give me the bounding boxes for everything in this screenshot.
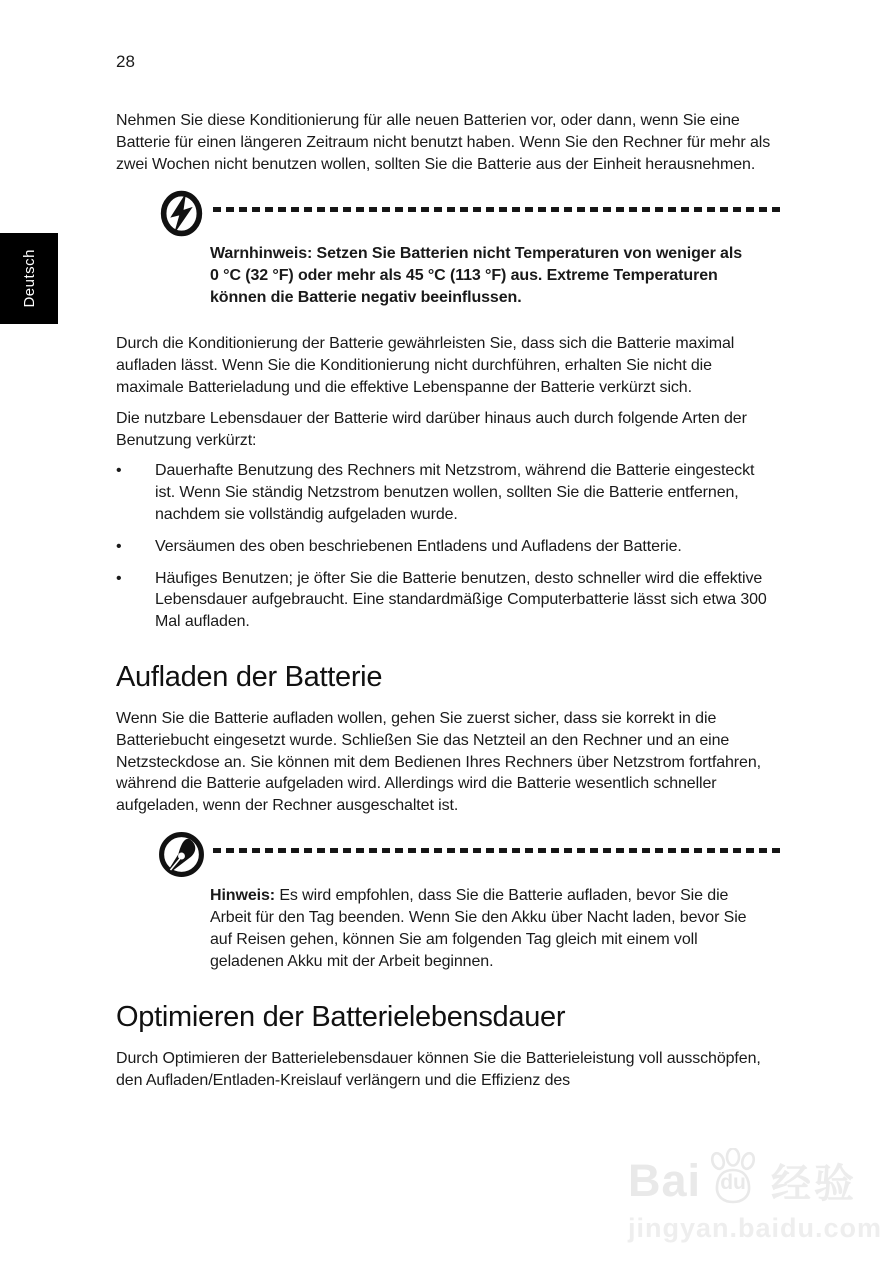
charging-paragraph: Wenn Sie die Batterie aufladen wollen, gehen Sie zuerst sicher, dass sie korrekt in die Batteriebucht eingesetzt wurde. Schließen Sie das Netzteil an den Rechner und an eine Netzsteckdose an. Sie können mit dem Bedienen Ihres Rechners über Netzstrom fortfahren, während die Batterie aufgeladen wird. Allerdings wird die Batterie wesentlich schneller aufgeladen, wenn der Rechner ausgeschaltet ist. — [116, 709, 761, 815]
warning-callout — [116, 188, 782, 309]
note-text — [210, 885, 768, 973]
section-heading-optimieren: Optimieren der Batterielebensdauer — [116, 1000, 566, 1033]
note-body: Es wird empfohlen, dass Sie die Batterie aufladen, bevor Sie die Arbeit für den Tag beenden. Wenn Sie den Akku über Nacht laden, bevor Sie auf Reisen gehen, können Sie am folgenden Tag gleich mit einem voll geladenen Akku mit der Arbeit beginnen. — [210, 886, 747, 970]
section-heading-aufladen: Aufladen der Batterie — [116, 660, 383, 693]
note-label: Hinweis: — [210, 886, 275, 904]
language-tab-deutsch — [0, 233, 58, 324]
bullet-item — [116, 568, 782, 633]
bullet-icon: • — [116, 537, 122, 555]
intro-paragraph: Nehmen Sie diese Konditionierung für alle neuen Batterien vor, oder dann, wenn Sie eine Batterie für einen längeren Zeitraum nicht benutzt haben. Wenn Sie den Rechner für mehr als zwei Wochen nicht benutzen wollen, sollten Sie die Batterie aus der Einheit herausnehmen. — [116, 112, 771, 173]
note-callout-header — [157, 830, 782, 880]
baidu-logo-text: Bai — [628, 1154, 702, 1206]
warning-lightning-icon — [157, 189, 206, 238]
bullet-item-text: Versäumen des oben beschriebenen Entladens und Aufladens der Batterie. — [155, 537, 682, 555]
bullet-item-text: Häufiges Benutzen; je öfter Sie die Batterie benutzen, desto schneller wird die effektive Lebensdauer aufgebraucht. Eine standardmäßige Computerbatterie lässt sich etwa 300 Mal aufladen. — [155, 569, 767, 631]
page-number: 28 — [116, 52, 135, 71]
language-tab-label: Deutsch — [20, 249, 38, 308]
bullet-icon: • — [116, 462, 122, 480]
lifespan-intro-paragraph: Die nutzbare Lebensdauer der Batterie wird darüber hinaus auch durch folgende Arten der Benutzung verkürzt: — [116, 409, 747, 449]
baidu-jingyan-cn-text: 经验 — [771, 1162, 858, 1206]
bullet-item — [116, 460, 782, 525]
baidu-paw-icon — [703, 1148, 763, 1206]
baidu-watermark — [628, 1152, 882, 1244]
bullet-item-text: Dauerhafte Benutzung des Rechners mit Netzstrom, während die Batterie eingesteckt ist. Wenn Sie ständig Netzstrom benutzen wollen, sollten Sie die Batterie entfernen, nachdem sie vollständig aufgeladen wurde. — [155, 462, 755, 523]
bullet-icon: • — [116, 569, 122, 587]
dashed-divider — [213, 207, 782, 212]
note-pen-nib-icon — [157, 830, 206, 879]
dashed-divider — [213, 848, 782, 853]
optimize-paragraph: Durch Optimieren der Batterielebensdauer können Sie die Batterieleistung voll ausschöpfen, den Aufladen/Entladen-Kreislauf verlängern und die Effizienz des — [116, 1049, 761, 1089]
note-callout — [116, 830, 782, 973]
baidu-watermark-url: jingyan.baidu.com — [628, 1213, 883, 1243]
conditioning-paragraph: Durch die Konditionierung der Batterie gewährleisten Sie, dass sich die Batterie maximal aufladen lässt. Wenn Sie die Konditionierung nicht durchführen, erhalten Sie nicht die maximale Batterieladung und die effektive Lebenspanne der Batterie verkürzt sich. — [116, 335, 735, 396]
baidu-logo — [628, 1152, 882, 1209]
baidu-logo-du-text: du — [720, 1170, 746, 1194]
bullet-item — [116, 536, 782, 558]
page-content — [116, 110, 782, 1101]
warning-text: Warnhinweis: Setzen Sie Batterien nicht Temperaturen von weniger als 0 °C (32 °F) oder mehr als 45 °C (113 °F) aus. Extreme Temperaturen können die Batterie negativ beeinflussen. — [210, 245, 742, 307]
usage-bullet-list — [116, 460, 782, 633]
warning-callout-header — [157, 188, 782, 238]
